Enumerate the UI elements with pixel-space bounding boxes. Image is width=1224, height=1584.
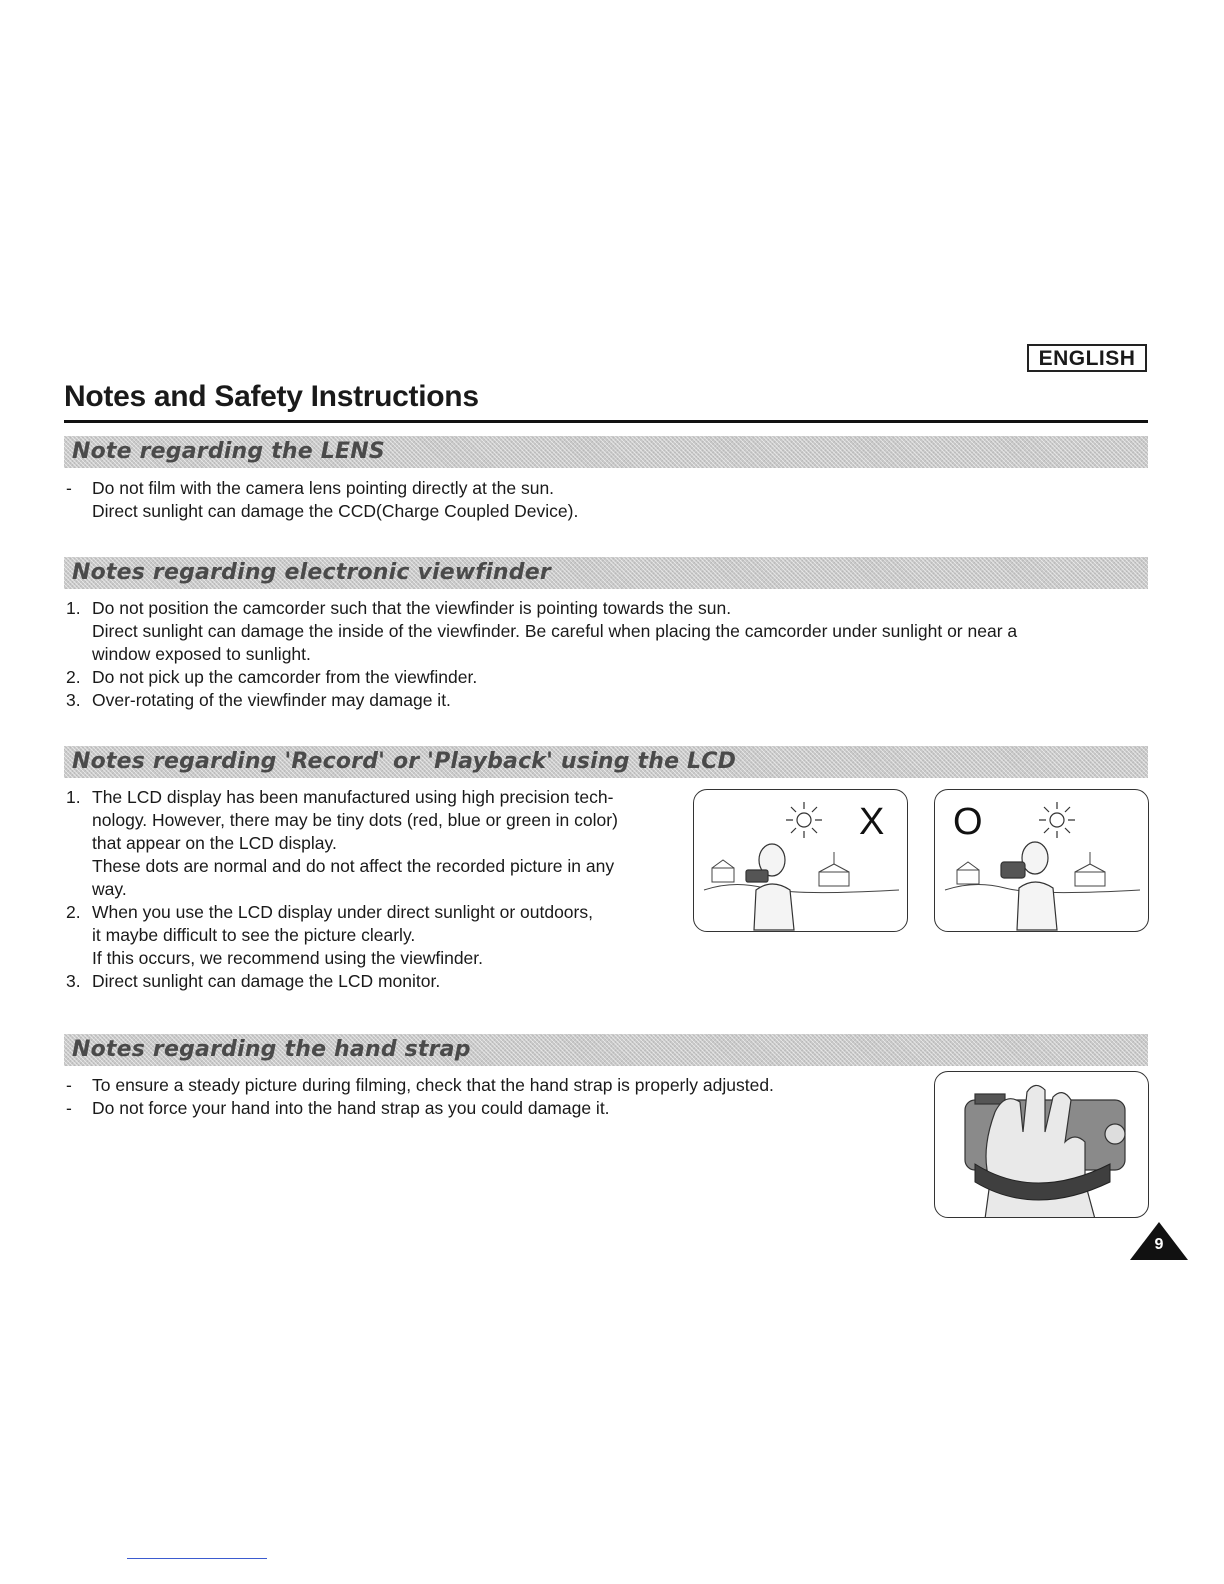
list-line: Over-rotating of the viewfinder may damage it. [92,690,451,710]
list-marker: 1. [66,787,81,807]
lens-notes-list [64,477,1144,523]
page-number: 9 [1154,1236,1164,1253]
list-line: To ensure a steady picture during filming, check that the hand strap is properly adjusted. [92,1075,774,1095]
section-heading: Notes regarding 'Record' or 'Playback' using the LCD [72,749,737,774]
list-marker: - [66,478,72,498]
person-figure [1001,842,1057,930]
title-rule [64,420,1148,423]
list-marker: - [66,1098,72,1118]
section-band-lens [64,436,1148,468]
list-marker: 2. [66,902,81,922]
section-band-viewfinder [64,557,1148,589]
list-item [64,901,684,970]
list-line: Direct sunlight can damage the CCD(Charge Coupled Device). [92,501,579,521]
list-line: Do not film with the camera lens pointing directly at the sun. [92,478,555,498]
page-title: Notes and Safety Instructions [64,380,479,413]
section-band-hand-strap [64,1034,1148,1066]
illustration-lcd-right [934,789,1149,932]
list-marker: 1. [66,598,81,618]
list-item [64,1097,924,1120]
person-figure [746,844,794,930]
language-badge: ENGLISH [1027,344,1147,372]
viewfinder-notes-list [64,597,1144,712]
list-line: The LCD display has been manufactured using high precision tech- [92,787,614,807]
list-line: Direct sunlight can damage the inside of the viewfinder. Be careful when placing the camcorder under sunlight or near a [92,621,1018,641]
illustration-hand-strap [934,1071,1149,1218]
list-marker: 3. [66,971,81,991]
landscape [704,852,899,893]
list-item [64,477,1144,523]
list-item [64,597,1144,666]
list-line: nology. However, there may be tiny dots (red, blue or green in color) [92,810,618,830]
hand-strap-drawing [935,1072,1149,1218]
list-line: Do not position the camcorder such that the viewfinder is pointing towards the sun. [92,598,732,618]
list-line: If this occurs, we recommend using the viewfinder. [92,948,484,968]
list-item [64,689,1144,712]
section-heading: Notes regarding electronic viewfinder [72,560,551,585]
list-line: that appear on the LCD display. [92,833,337,853]
list-item [64,1074,924,1097]
list-line: Do not force your hand into the hand strap as you could damage it. [92,1098,610,1118]
page-number-badge [1128,1220,1190,1262]
section-band-lcd [64,746,1148,778]
illustration-lcd-wrong [693,789,908,932]
lcd-right-drawing [935,790,1149,932]
list-line: When you use the LCD display under direct sunlight or outdoors, [92,902,593,922]
section-heading: Notes regarding the hand strap [72,1037,471,1062]
section-heading: Note regarding the LENS [72,439,385,464]
hand-strap-notes-list [64,1074,924,1120]
list-marker: 3. [66,690,81,710]
list-marker: 2. [66,667,81,687]
list-line: Direct sunlight can damage the LCD monitor. [92,971,441,991]
sun-icon [786,802,822,838]
list-line: it maybe difficult to see the picture clearly. [92,925,416,945]
list-line: Do not pick up the camcorder from the viewfinder. [92,667,478,687]
list-item [64,666,1144,689]
list-item [64,970,684,993]
wrong-mark: X [859,801,885,843]
footer-rule [127,1558,267,1559]
sun-icon [1039,802,1075,838]
list-item [64,786,684,901]
lcd-wrong-drawing [694,790,908,932]
list-line: These dots are normal and do not affect the recorded picture in any [92,856,615,876]
list-line: window exposed to sunlight. [92,644,311,664]
right-mark: O [953,801,983,843]
list-marker: - [66,1075,72,1095]
lcd-notes-list [64,786,684,993]
list-line: way. [92,879,127,899]
